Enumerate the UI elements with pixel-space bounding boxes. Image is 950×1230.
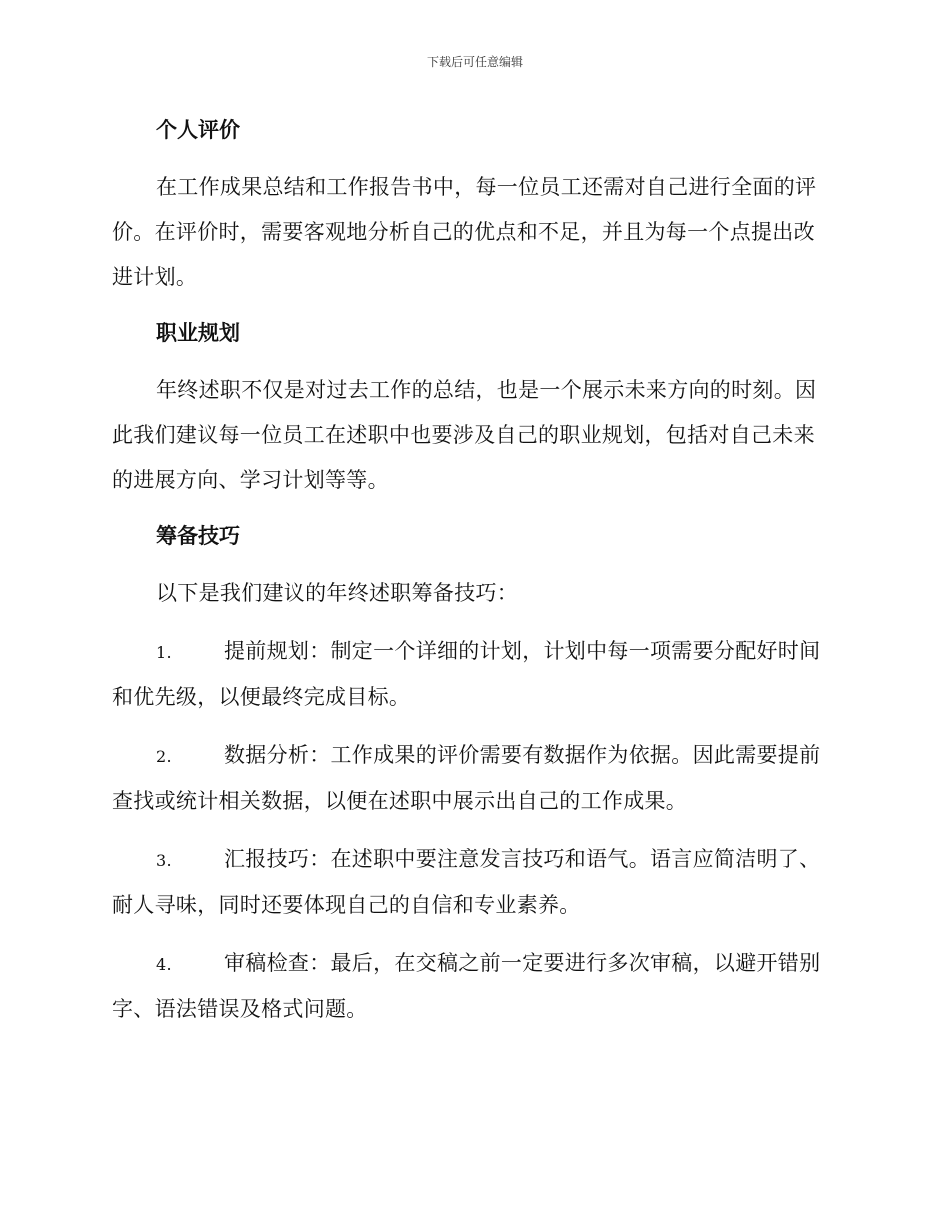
document-body — [112, 110, 832, 1032]
tip-number: 4. — [156, 955, 172, 974]
tip-text: 汇报技巧：在述职中要注意发言技巧和语气。语言应简洁明了、耐人寻味，同时还要体现自己的自信和专业素养。 — [112, 847, 821, 917]
tip-text: 数据分析：工作成果的评价需要有数据作为依据。因此需要提前查找或统计相关数据，以便在述职中展示出自己的工作成果。 — [112, 743, 821, 813]
section-heading-career-planning: 职业规划 — [156, 321, 240, 345]
paragraph-preparation-intro: 以下是我们建议的年终述职筹备技巧： — [156, 581, 519, 605]
header-note: 下载后可任意编辑 — [426, 55, 523, 69]
section-heading-preparation-tips: 筹备技巧 — [156, 524, 240, 548]
section-heading-personal-evaluation: 个人评价 — [156, 118, 240, 142]
tip-text: 提前规划：制定一个详细的计划，计划中每一项需要分配好时间和优先级，以便最终完成目标。 — [112, 639, 821, 709]
tip-item — [112, 629, 832, 720]
tip-text: 审稿检查：最后，在交稿之前一定要进行多次审稿，以避开错别字、语法错误及格式问题。 — [112, 951, 821, 1021]
tip-number: 2. — [156, 747, 172, 766]
paragraph-personal-evaluation: 在工作成果总结和工作报告书中，每一位员工还需对自己进行全面的评价。在评价时，需要客观地分析自己的优点和不足，并且为每一个点提出改进计划。 — [112, 175, 817, 289]
tip-number: 1. — [156, 643, 172, 662]
paragraph-career-planning: 年终述职不仅是对过去工作的总结，也是一个展示未来方向的时刻。因此我们建议每一位员工在述职中也要涉及自己的职业规划，包括对自己未来的进展方向、学习计划等等。 — [112, 378, 817, 492]
tip-item — [112, 837, 832, 928]
tip-item — [112, 733, 832, 824]
tip-item — [112, 941, 832, 1032]
tip-number: 3. — [156, 851, 172, 870]
